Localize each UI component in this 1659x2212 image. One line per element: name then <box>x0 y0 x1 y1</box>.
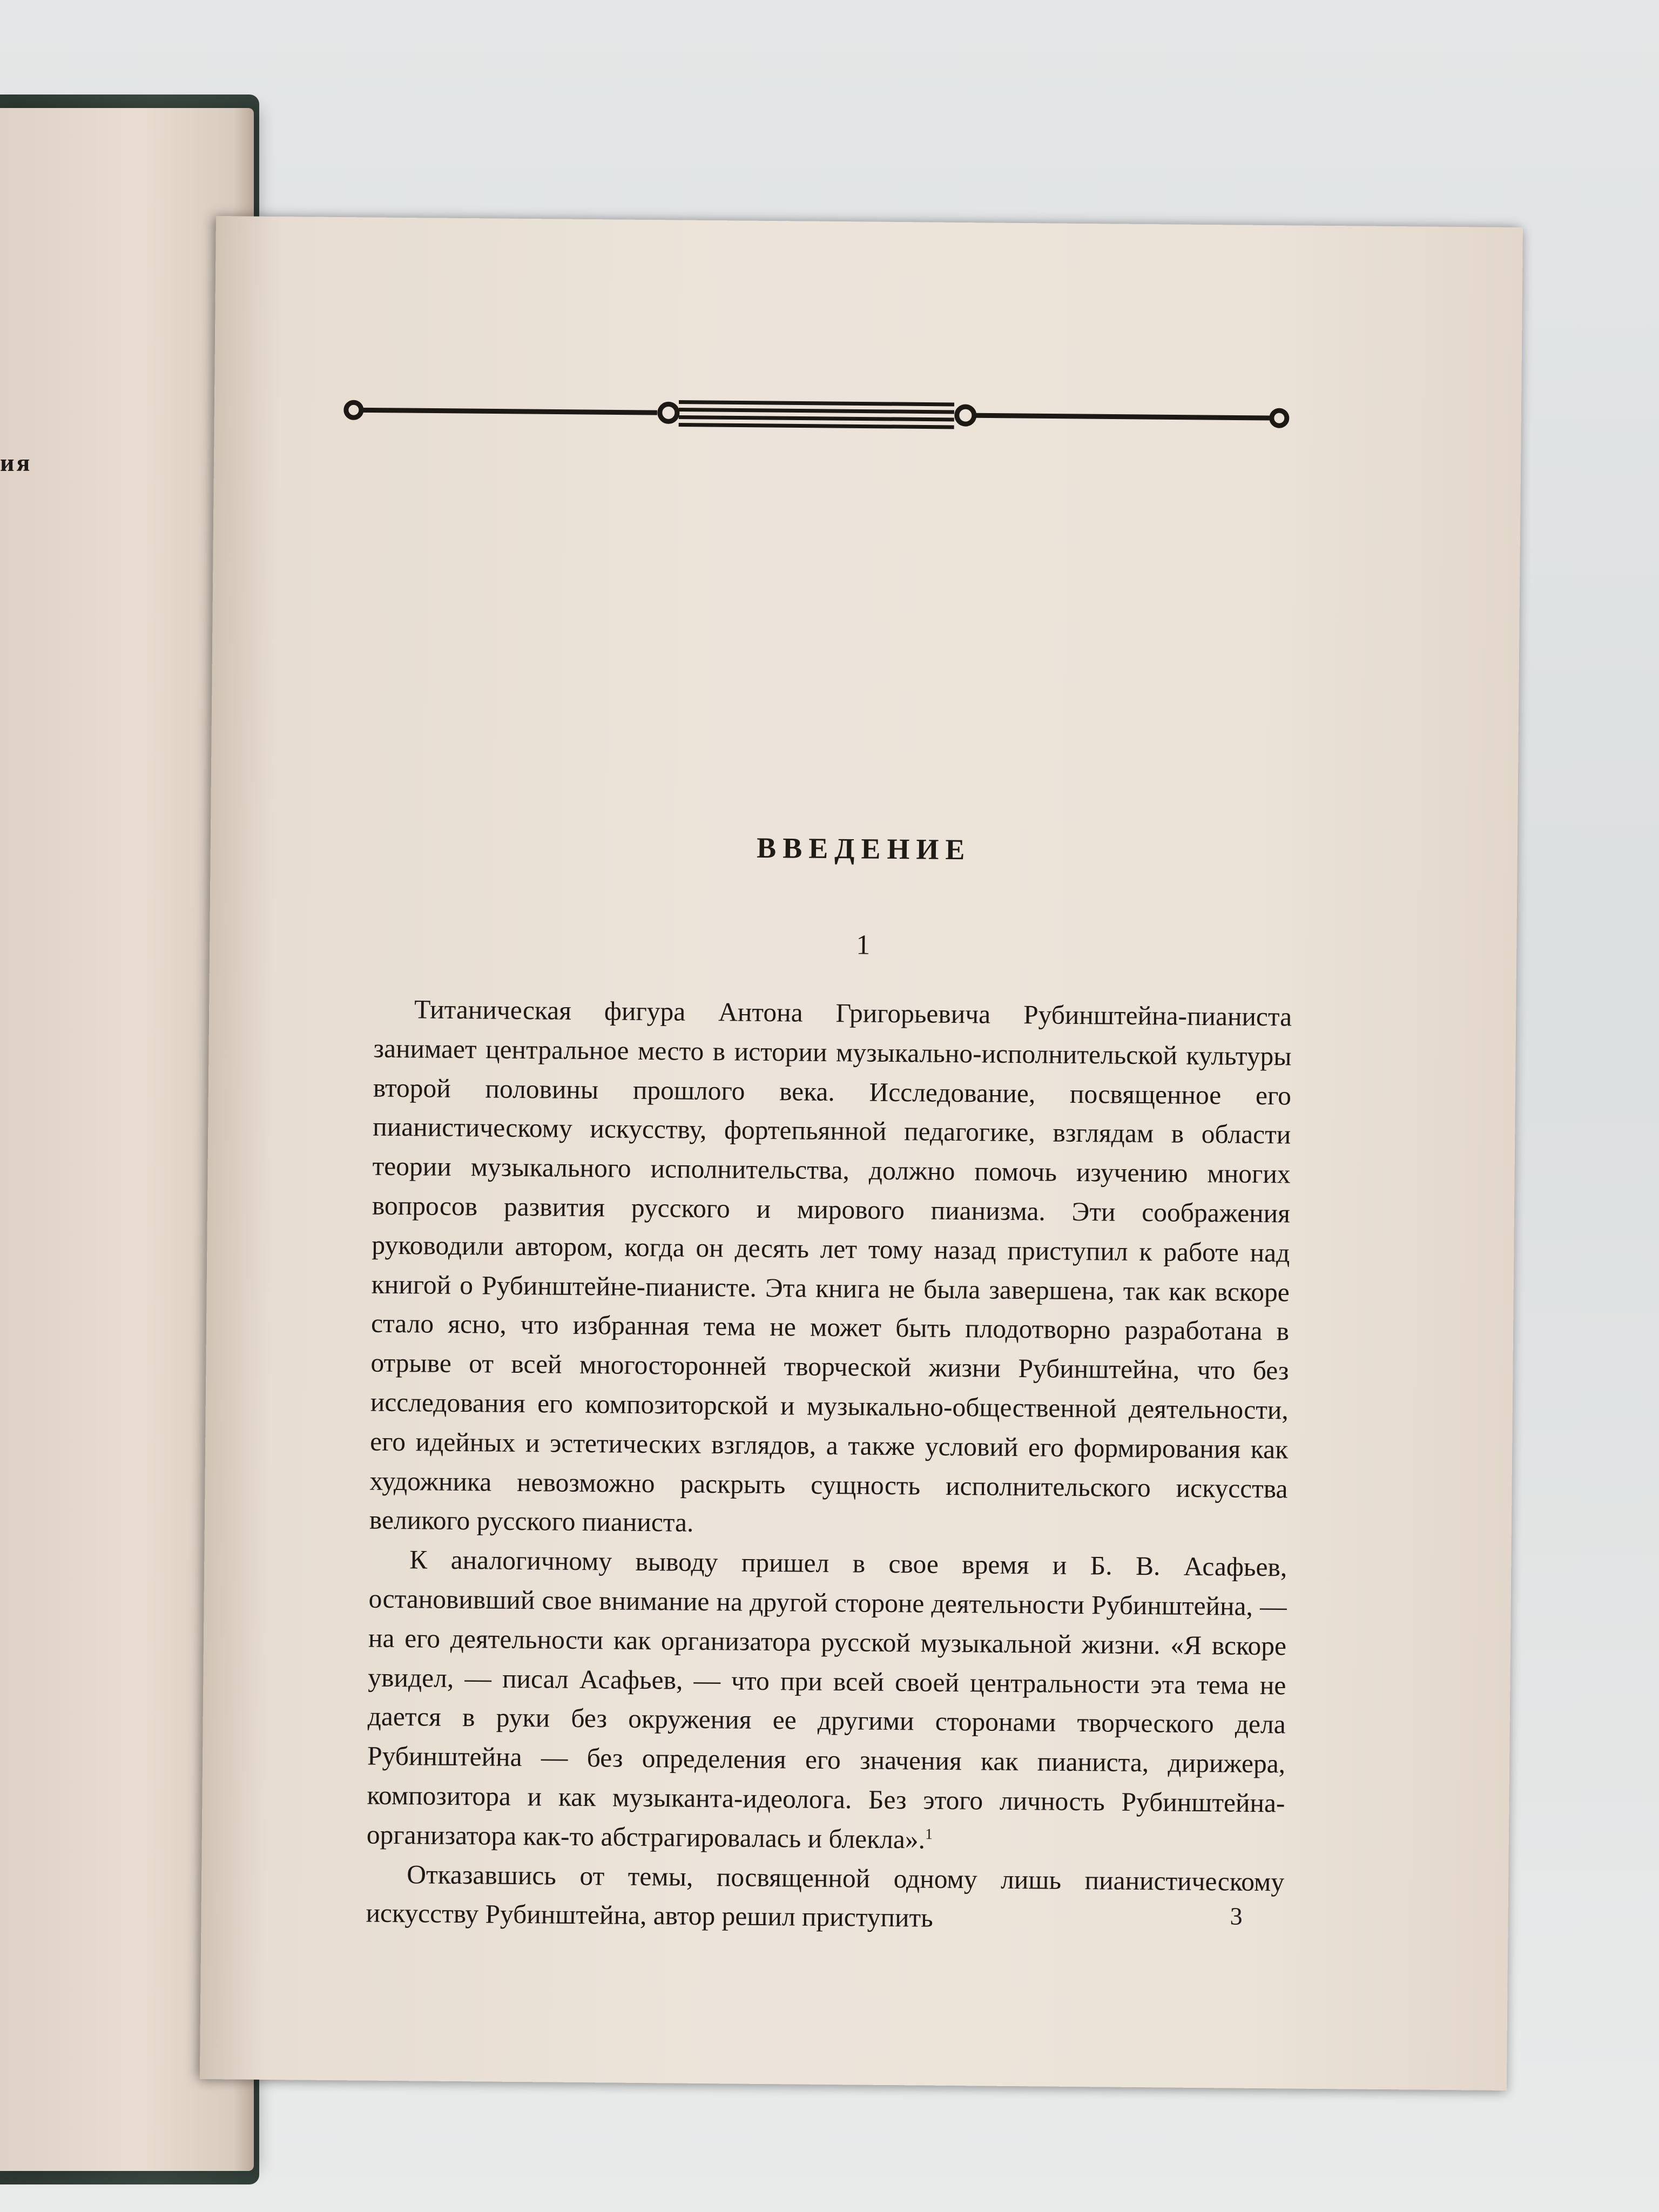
footnote-mark: 1 <box>925 1825 933 1843</box>
paragraph: Отказавшись от темы, посвященной одному лишь пианистическому искусству Рубинштейна, автор решил приступить <box>366 1859 1285 1933</box>
decorative-ornament-rule <box>333 387 1300 439</box>
left-page-text-fragment: ия <box>0 449 32 476</box>
paragraph-text: К аналогичному выводу пришел в свое время и Б. В. Асафьев, остановивший свое внимание на другой стороне деятельности Рубинштейна, — на его деятельности как организатора русской музыкальной жизни. «Я вскоре увидел, — писал Асафьев, — что при всей своей центральности эта тема не дается в руки без окружения ее другими сторонами творческого дела Рубинштейна — без определения его значения как пианиста, дирижера, композитора и как музыканта-идеолога. Без этого личность Рубинштейна-организатора как-то абстрагировалась и блекла». <box>366 1545 1287 1854</box>
chapter-title: ВВЕДЕНИЕ <box>756 831 972 866</box>
paragraph <box>367 1540 1287 1863</box>
page-number: 3 <box>1230 1902 1243 1930</box>
section-number: 1 <box>856 929 871 961</box>
ornament-icon <box>333 387 1300 439</box>
right-page <box>200 216 1523 2090</box>
paragraph: Титаническая фигура Антона Григорьевича Рубинштейна-пианиста занимает центральное место в истории музыкально-исполнительской культуры второй половины прошлого века. Исследование, посвященное его пианистическому искусству, фортепьянной педагогике, взглядам в области теории музыкального исполнительства, должно помочь изучению многих вопросов развития русского и мирового пианизма. Эти соображения руководили автором, когда он десять лет тому назад приступил к работе над книгой о Рубинштейне-пианисте. Эта книга не была завершена, так как вскоре стало ясно, что избранная тема не может быть плодотворно разработана в отрыве от всей многосторонней творческой жизни Рубинштейна, что без исследования его композиторской и музыкально-общественной деятельности, его идейных и эстетических взглядов, а также условий его формирования как художника невозможно раскрыть сущность исполнительского искусства великого русского пианиста. <box>369 994 1292 1538</box>
body-text <box>366 990 1292 1941</box>
